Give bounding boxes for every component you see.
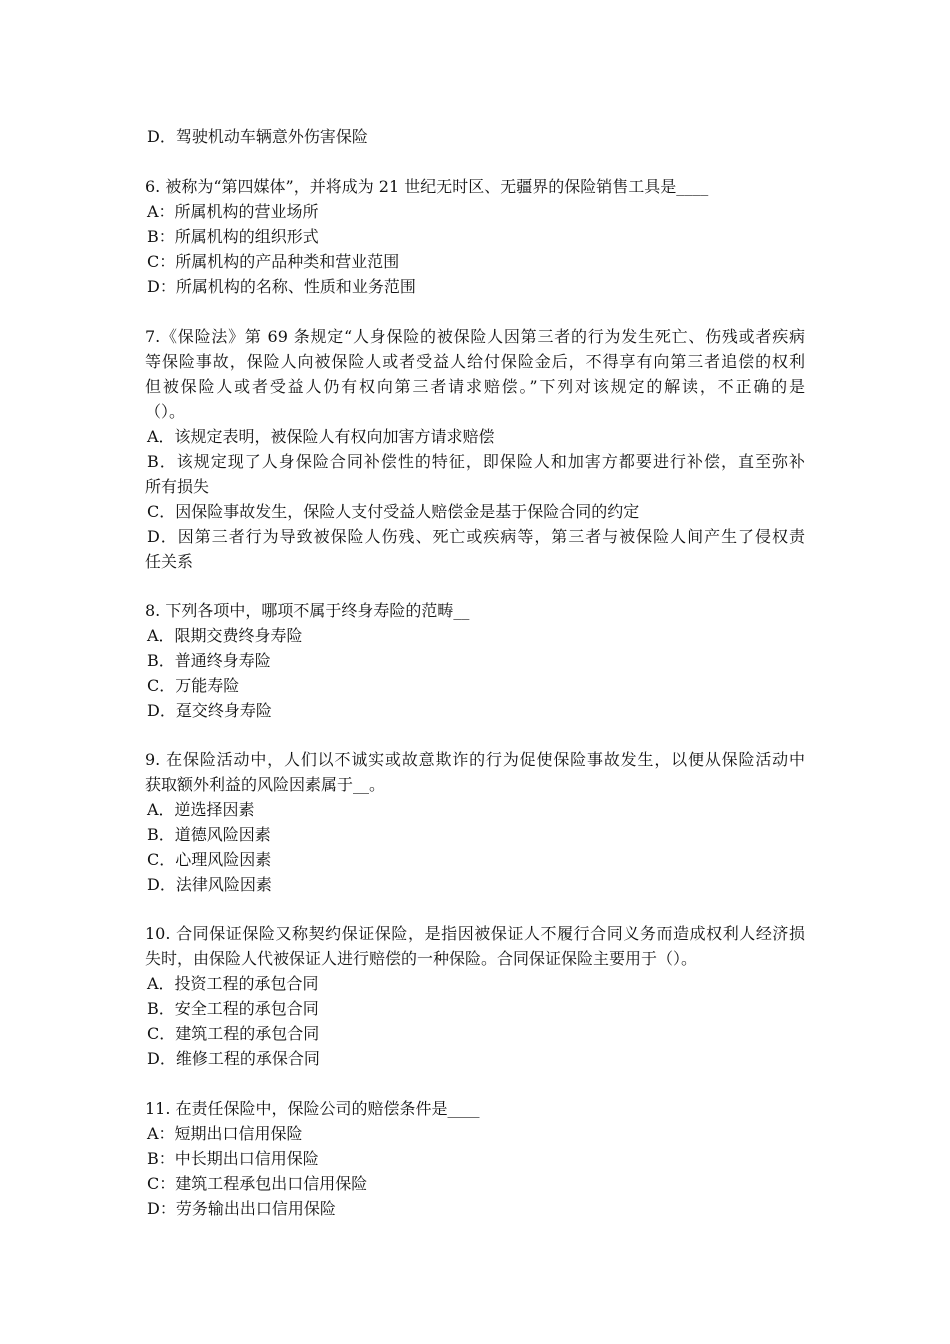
q10-stem-line-2: 失时，由保险人代被保证人进行赔偿的一种保险。合同保证保险主要用于（）。	[145, 949, 698, 968]
q11-option-c: C：建筑工程承包出口信用保险	[147, 1174, 368, 1193]
q9-stem-line-2: 获取额外利益的风险因素属于__。	[145, 775, 386, 794]
q9-option-a: A．逆选择因素	[147, 800, 255, 819]
q9-option-c: C．心理风险因素	[147, 850, 272, 869]
q7-stem-line-4: （）。	[145, 402, 186, 421]
q8-option-d: D．趸交终身寿险	[147, 701, 272, 720]
q7-option-d-line-1: D．因第三者行为导致被保险人伤残、死亡或疾病等，第三者与被保险人间产生了侵权责	[147, 527, 805, 546]
q8-option-c: C．万能寿险	[147, 676, 240, 695]
q11-stem: 11. 在责任保险中，保险公司的赔偿条件是____	[145, 1099, 480, 1118]
q9-stem-line-1: 9. 在保险活动中，人们以不诚实或故意欺诈的行为促使保险事故发生，以便从保险活动中	[145, 750, 805, 769]
q11-option-d: D：劳务输出出口信用保险	[147, 1199, 336, 1218]
q6-option-d: D：所属机构的名称、性质和业务范围	[147, 277, 416, 296]
q6-option-a: A：所属机构的营业场所	[147, 202, 319, 221]
q5-option-d: D．驾驶机动车辆意外伤害保险	[147, 127, 368, 146]
q6-option-c: C：所属机构的产品种类和营业范围	[147, 252, 400, 271]
q6-stem: 6. 被称为“第四媒体”，并将成为 21 世纪无时区、无疆界的保险销售工具是____	[145, 177, 709, 196]
q8-option-a: A．限期交费终身寿险	[147, 626, 303, 645]
q11-option-a: A：短期出口信用保险	[147, 1124, 303, 1143]
q8-option-b: B．普通终身寿险	[147, 651, 271, 670]
q7-option-b-line-2: 所有损失	[145, 477, 210, 496]
q7-option-b-line-1: B．该规定现了人身保险合同补偿性的特征，即保险人和加害方都要进行补偿，直至弥补	[147, 452, 805, 471]
q10-option-d: D．维修工程的承保合同	[147, 1049, 320, 1068]
q8-stem: 8. 下列各项中，哪项不属于终身寿险的范畴__	[145, 601, 470, 620]
q11-option-b: B：中长期出口信用保险	[147, 1149, 319, 1168]
q10-option-a: A．投资工程的承包合同	[147, 974, 319, 993]
q7-stem-line-2: 等保险事故，保险人向被保险人或者受益人给付保险金后，不得享有向第三者追偿的权利	[145, 352, 805, 371]
q9-option-d: D．法律风险因素	[147, 875, 272, 894]
q10-option-b: B．安全工程的承包合同	[147, 999, 319, 1018]
q7-stem-line-3: 但被保险人或者受益人仍有权向第三者请求赔偿。”下列对该规定的解读，不正确的是	[145, 377, 805, 396]
q6-option-b: B：所属机构的组织形式	[147, 227, 319, 246]
q7-stem-line-1: 7.《保险法》第 69 条规定“人身保险的被保险人因第三者的行为发生死亡、伤残或者疾病	[145, 327, 805, 346]
q10-option-c: C．建筑工程的承包合同	[147, 1024, 320, 1043]
q10-stem-line-1: 10. 合同保证保险又称契约保证保险，是指因被保证人不履行合同义务而造成权利人经济损	[145, 924, 805, 943]
q7-option-a: A．该规定表明，被保险人有权向加害方请求赔偿	[147, 427, 495, 446]
q7-option-c: C．因保险事故发生，保险人支付受益人赔偿金是基于保险合同的约定	[147, 502, 640, 521]
q9-option-b: B．道德风险因素	[147, 825, 271, 844]
q7-option-d-line-2: 任关系	[145, 552, 194, 571]
